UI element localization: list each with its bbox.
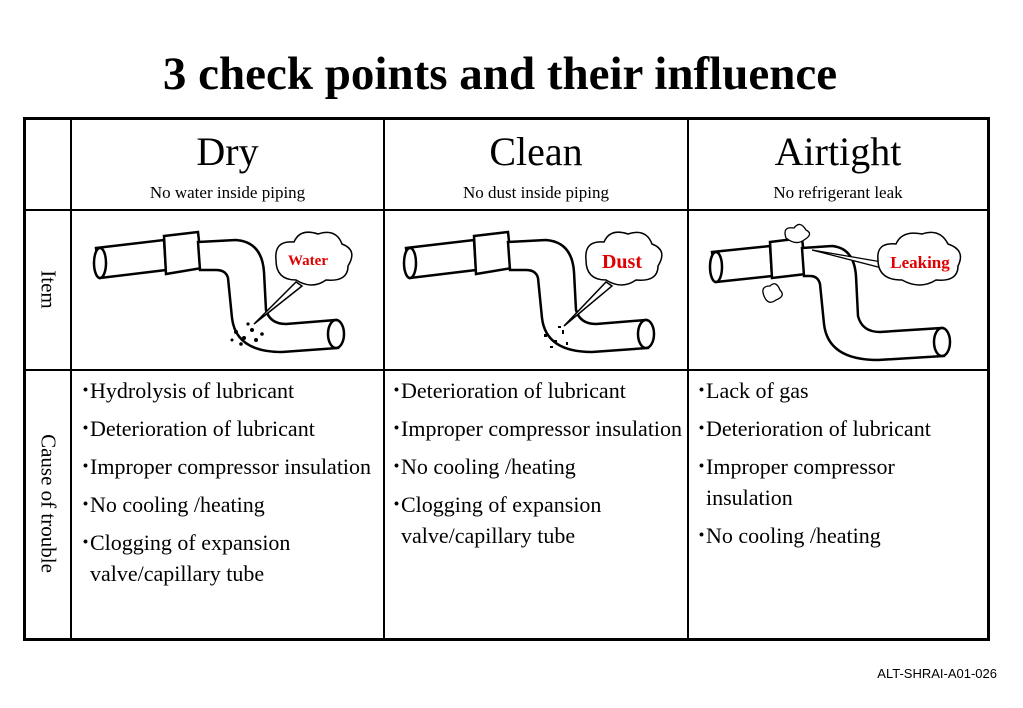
list-item: ･ No cooling /heating	[80, 492, 265, 517]
causes-dry	[80, 375, 380, 596]
document-code: ALT-SHRAI-A01-026	[877, 666, 997, 681]
list-item: ･ Improper compressor insulation	[696, 454, 895, 510]
header-clean	[385, 120, 687, 210]
list-item: ･ Deterioration of lubricant	[696, 416, 931, 441]
bubble-water: Water	[288, 253, 328, 269]
bubble-leaking: Leaking	[890, 253, 950, 272]
header-dry	[72, 120, 383, 210]
list-item: ･ No cooling /heating	[696, 523, 881, 548]
heading-airtight: Airtight	[774, 129, 902, 174]
causes-clean	[391, 375, 685, 558]
leak-pipe-illustration	[702, 216, 982, 371]
list-item: ･ Lack of gas	[696, 378, 809, 403]
list-item: ･ Deterioration of lubricant	[80, 416, 315, 441]
dust-pipe-illustration	[396, 220, 676, 365]
list-item: ･ Improper compressor insulation	[80, 454, 372, 479]
list-item: ･ Hydrolysis of lubricant	[80, 378, 295, 403]
subheading-airtight: No refrigerant leak	[773, 183, 903, 202]
list-item: ･ Clogging of expansion valve/capillary tube	[80, 530, 291, 586]
checkpoints-table	[23, 117, 990, 641]
heading-dry: Dry	[196, 129, 259, 174]
row-label-cause: Cause of trouble	[36, 434, 61, 573]
row-label-item: Item	[36, 270, 61, 309]
heading-clean: Clean	[489, 129, 583, 174]
bubble-dust: Dust	[601, 251, 643, 273]
causes-airtight	[696, 375, 986, 558]
subheading-dry: No water inside piping	[149, 183, 306, 202]
list-item: ･ Deterioration of lubricant	[391, 378, 626, 403]
list-item: ･ Clogging of expansion valve/capillary tube	[391, 492, 602, 548]
header-airtight	[689, 120, 987, 210]
page-title: 3 check points and their influence	[162, 48, 838, 100]
list-item: ･ No cooling /heating	[391, 454, 576, 479]
subheading-clean: No dust inside piping	[463, 183, 609, 202]
water-pipe-illustration	[86, 220, 366, 365]
list-item: ･ Improper compressor insulation	[391, 416, 683, 441]
